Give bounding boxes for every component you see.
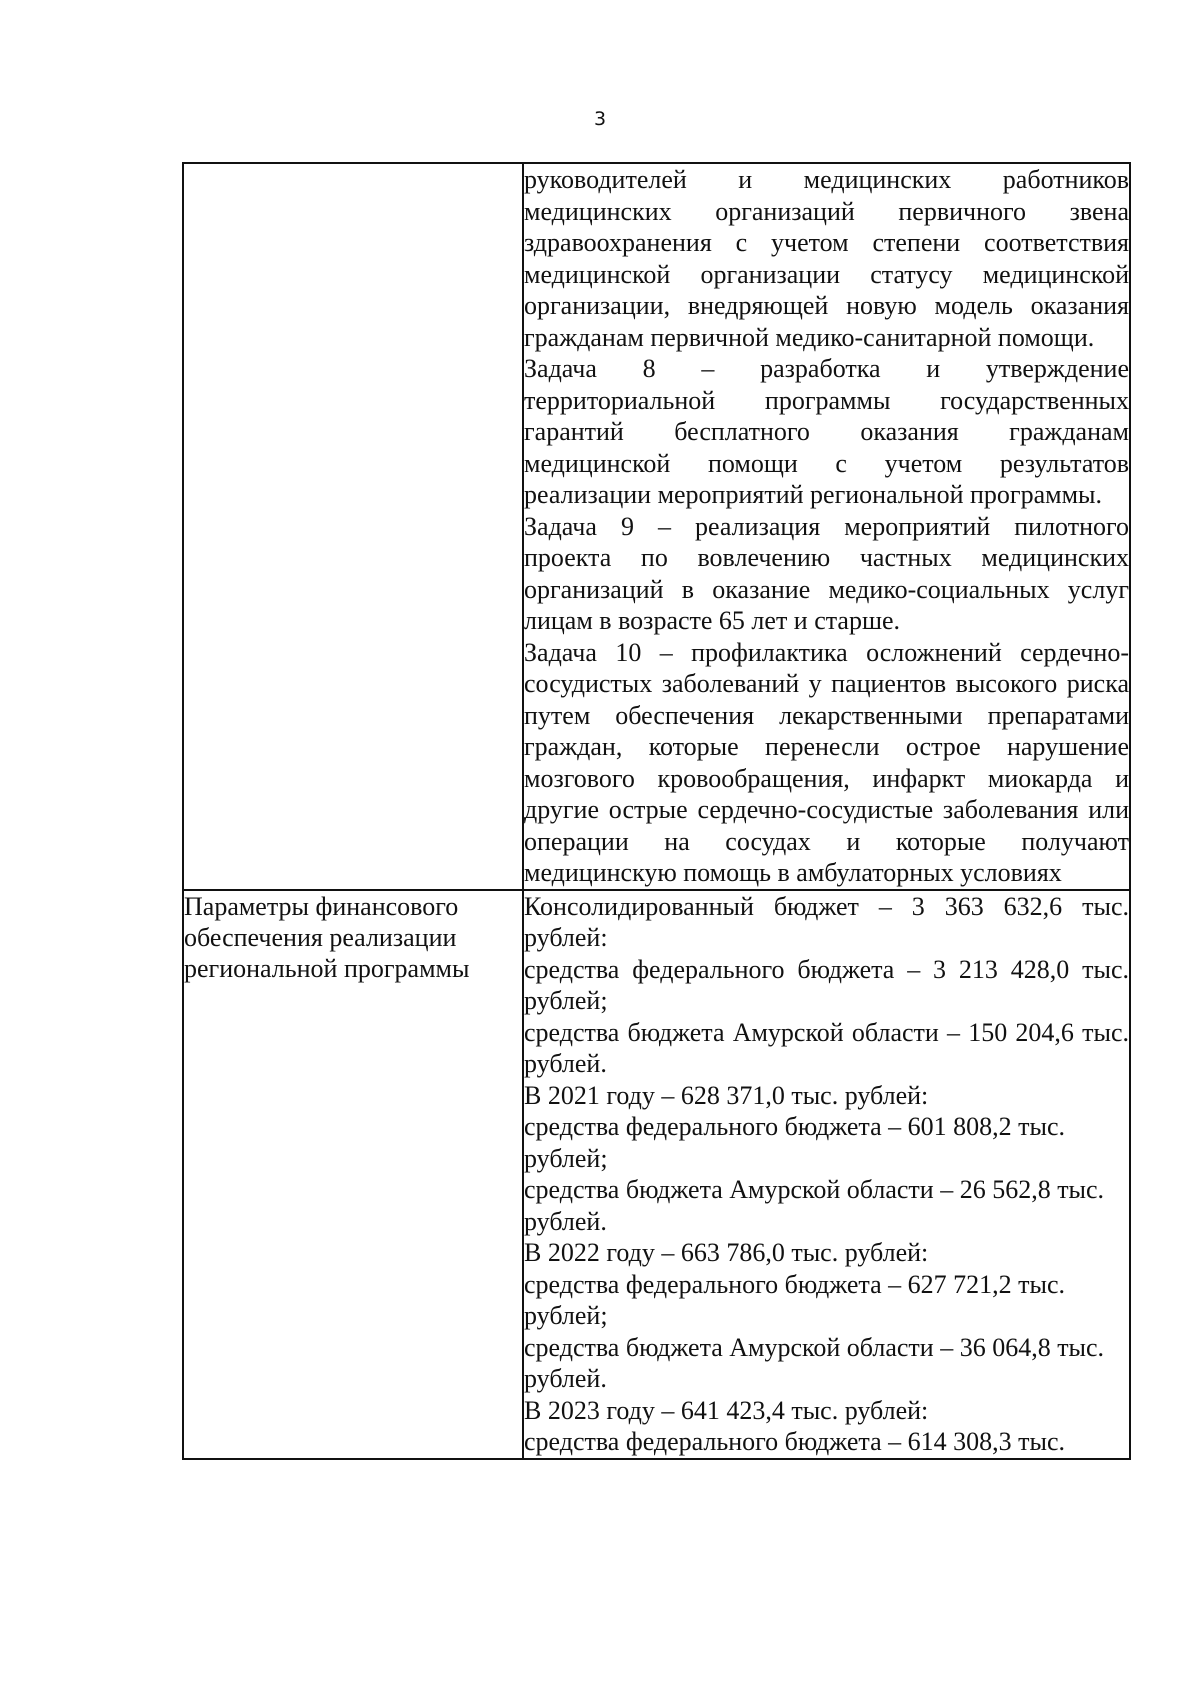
federal-budget-total: средства федерального бюджета – 3 213 428,0 тыс. рублей;	[524, 954, 1129, 1015]
tasks-label-cell	[183, 163, 523, 890]
consolidated-budget: Консолидированный бюджет – 3 363 632,6 тыс. рублей:	[524, 891, 1129, 952]
task-7-continuation: руководителей и медицинских работников медицинских организаций первичного звена здравоохранения с учетом степени соответствия медицинской организации статусу медицинской организации, внедряющей новую модель оказания гражданам первичной медико-санитарной помощи.	[524, 165, 1129, 352]
task-9: Задача 9 – реализация мероприятий пилотного проекта по вовлечению частных медицинских организаций в оказание медико-социальных услуг лицам в возрасте 65 лет и старше.	[524, 511, 1129, 635]
year-2022-regional: средства бюджета Амурской области – 36 064,8 тыс. рублей.	[524, 1332, 1105, 1393]
passport-table	[182, 162, 1131, 1460]
year-2021-total: В 2021 году – 628 371,0 тыс. рублей:	[524, 1080, 929, 1110]
year-2022-total: В 2022 году – 663 786,0 тыс. рублей:	[524, 1238, 929, 1267]
year-2022-federal: средства федерального бюджета – 627 721,2 тыс. рублей;	[524, 1269, 1065, 1330]
task-10: Задача 10 – профилактика осложнений сердечно-сосудистых заболеваний у пациентов высокого риска путем обеспечения лекарственными препаратами граждан, которые перенесли острое нарушение мозгового кровообращения, инфаркт миокарда и другие острые сердечно-сосудистые заболевания или операции на сосудах и которые получают медицинскую помощь в амбулаторных условиях	[524, 637, 1129, 887]
regional-budget-total: средства бюджета Амурской области – 150 204,6 тыс. рублей.	[524, 1017, 1129, 1078]
task-8: Задача 8 – разработка и утверждение территориальной программы государственных гарантий бесплатного оказания гражданам медицинской помощи с учетом результатов реализации мероприятий региональной программы.	[524, 354, 1129, 509]
year-2021-regional: средства бюджета Амурской области – 26 562,8 тыс. рублей.	[524, 1175, 1105, 1236]
financing-content-cell	[523, 890, 1130, 1459]
year-2023-federal: средства федерального бюджета – 614 308,3 тыс.	[524, 1427, 1065, 1456]
financing-label-cell: Параметры финансового обеспечения реализации региональной программы	[183, 890, 523, 1459]
year-2021-federal: средства федерального бюджета – 601 808,2 тыс. рублей;	[524, 1112, 1065, 1173]
tasks-content-cell	[523, 163, 1130, 890]
table-row-tasks	[183, 163, 1130, 890]
page-number: 3	[593, 108, 607, 130]
table-row-financing	[183, 890, 1130, 1459]
year-2023-total: В 2023 году – 641 423,4 тыс. рублей:	[524, 1395, 929, 1425]
